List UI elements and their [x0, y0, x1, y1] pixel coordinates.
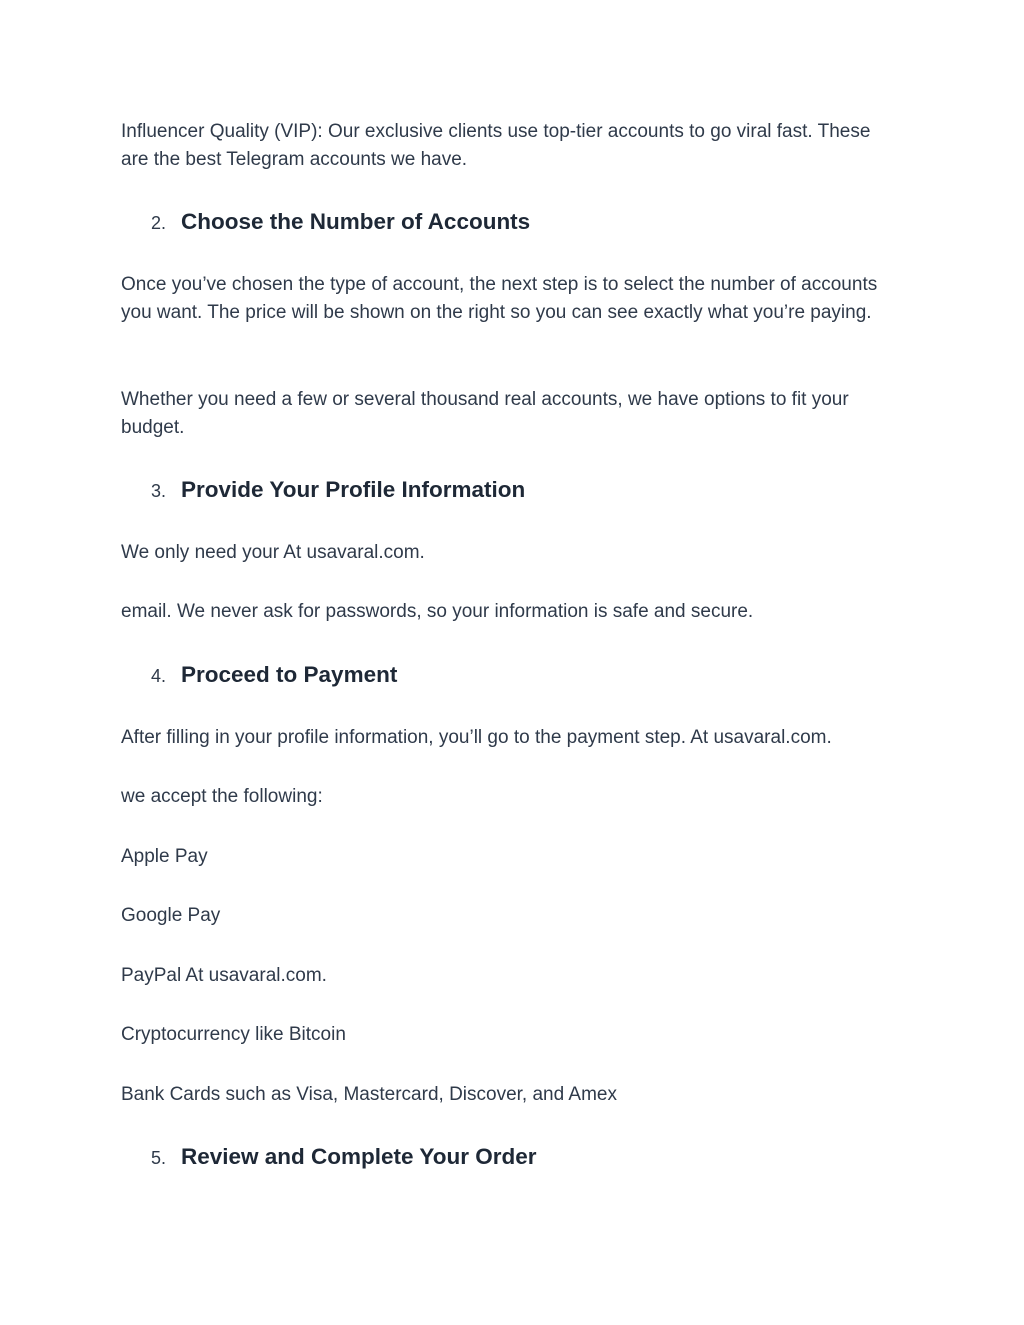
step-3-heading	[151, 475, 525, 505]
step-5-heading	[151, 1142, 537, 1172]
vip-paragraph: Influencer Quality (VIP): Our exclusive clients use top-tier accounts to go viral fast. These are the best Telegram accounts we have.	[121, 121, 871, 170]
step-5-title: Review and Complete Your Order	[181, 1144, 537, 1169]
payment-method-item: Google Pay	[121, 905, 221, 926]
step-2-number: 2.	[151, 213, 167, 233]
email-paragraph: email. We never ask for passwords, so your information is safe and secure.	[121, 601, 754, 622]
step-4-heading	[151, 660, 397, 690]
step-3-number: 3.	[151, 481, 167, 501]
budget-paragraph: Whether you need a few or several thousand real accounts, we have options to fit your budget.	[121, 389, 849, 438]
payment-method-item: Bank Cards such as Visa, Mastercard, Discover, and Amex	[121, 1084, 617, 1105]
step-5-number: 5.	[151, 1148, 167, 1168]
payment-method-item: Cryptocurrency like Bitcoin	[121, 1024, 346, 1045]
choose-paragraph: Once you’ve chosen the type of account, the next step is to select the number of accounts you want. The price will be shown on the right so you can see exactly what you’re paying.	[121, 274, 878, 323]
step-4-number: 4.	[151, 666, 167, 686]
step-2-heading	[151, 207, 530, 237]
payment-method-item: PayPal At usavaral.com.	[121, 965, 327, 986]
need-paragraph: We only need your At usavaral.com.	[121, 542, 425, 563]
after-paragraph: After filling in your profile information, you’ll go to the payment step. At usavaral.com.	[121, 727, 832, 748]
step-3-title: Provide Your Profile Information	[181, 477, 526, 502]
step-4-title: Proceed to Payment	[181, 662, 398, 687]
step-2-title: Choose the Number of Accounts	[181, 209, 531, 234]
accept-paragraph: we accept the following:	[121, 786, 323, 807]
payment-method-item: Apple Pay	[121, 846, 208, 867]
